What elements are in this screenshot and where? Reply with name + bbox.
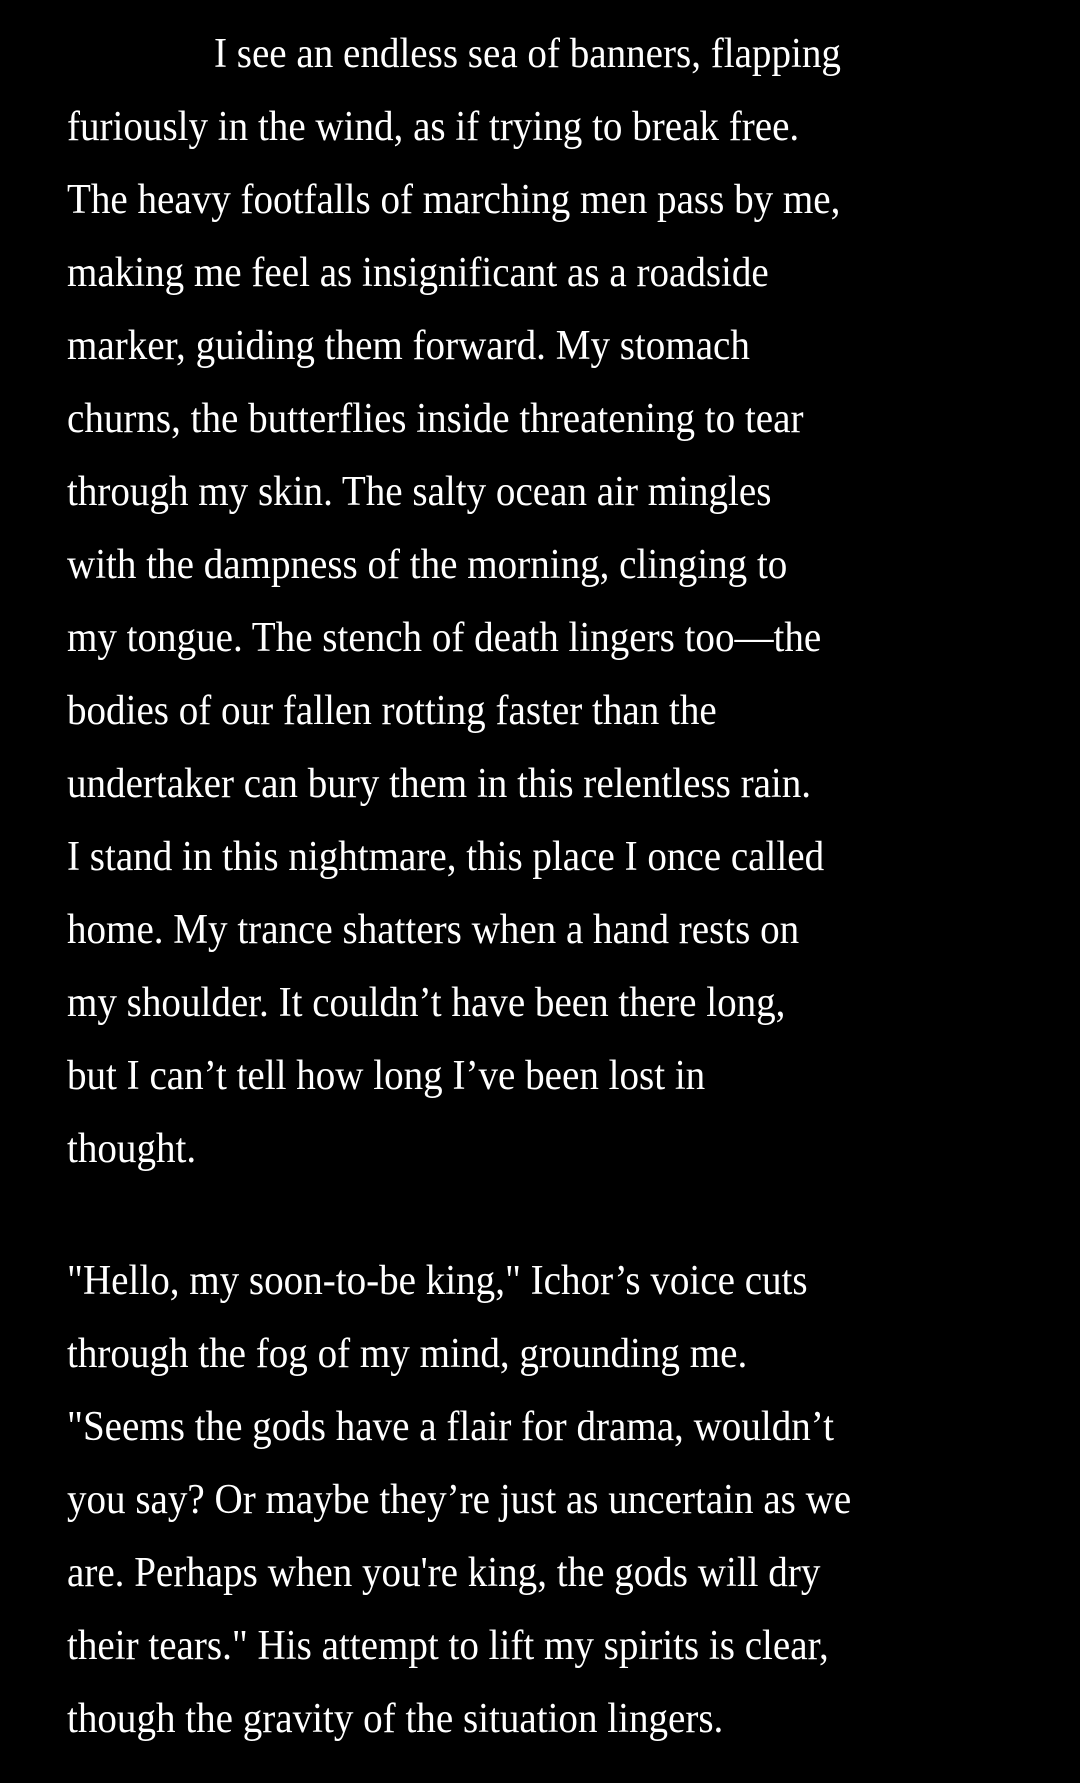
text-line: I stand in this nightmare, this place I once called [67, 834, 825, 880]
text-line: marker, guiding them forward. My stomach [67, 323, 750, 369]
text-line: thought. [67, 1126, 197, 1172]
text-line: are. Perhaps when you're king, the gods will dry [67, 1550, 821, 1596]
text-line: my tongue. The stench of death lingers too—the [67, 615, 822, 661]
text-line: with the dampness of the morning, clinging to [67, 542, 788, 588]
text-line: through my skin. The salty ocean air mingles [67, 469, 772, 515]
text-line: making me feel as insignificant as a roadside [67, 250, 769, 296]
text-line: my shoulder. It couldn’t have been there long, [67, 980, 786, 1026]
text-line: you say? Or maybe they’re just as uncertain as we [67, 1477, 852, 1523]
text-line: though the gravity of the situation lingers. [67, 1696, 724, 1742]
text-line: through the fog of my mind, grounding me. [67, 1331, 748, 1377]
text-line: I see an endless sea of banners, flapping [214, 31, 841, 77]
text-line: furiously in the wind, as if trying to break free. [67, 104, 800, 150]
text-line: home. My trance shatters when a hand rests on [67, 907, 800, 953]
text-line: The heavy footfalls of marching men pass by me, [67, 177, 841, 223]
text-line: "Seems the gods have a flair for drama, wouldn’t [67, 1404, 834, 1450]
text-line: churns, the butterflies inside threatening to tear [67, 396, 804, 442]
text-line: their tears." His attempt to lift my spirits is clear, [67, 1623, 829, 1669]
text-line: undertaker can bury them in this relentless rain. [67, 761, 812, 807]
text-line: bodies of our fallen rotting faster than the [67, 688, 717, 734]
text-line: but I can’t tell how long I’ve been lost in [67, 1053, 706, 1099]
text-line: "Hello, my soon-to-be king," Ichor’s voice cuts [67, 1258, 808, 1304]
